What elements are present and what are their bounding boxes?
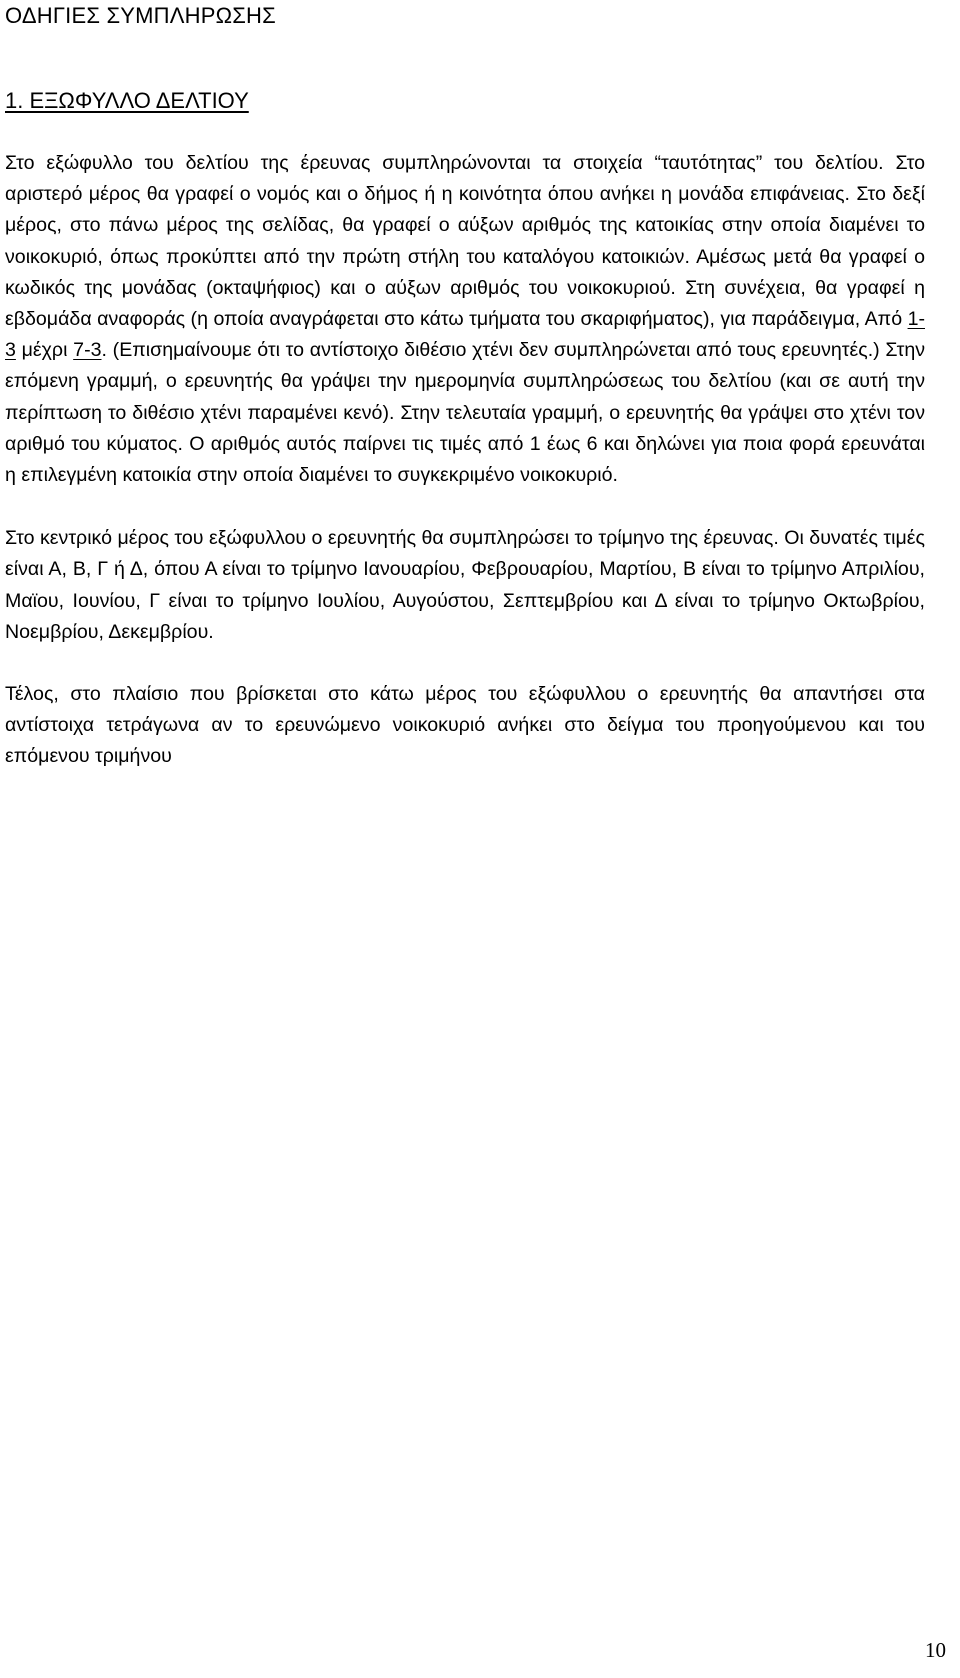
page-number: 10 — [925, 1638, 946, 1662]
section-heading: 1. ΕΞΩΦΥΛΛΟ ΔΕΛΤΙΟΥ — [5, 88, 249, 113]
example-connector: μέχρι — [15, 339, 74, 362]
example-to: 7-3 — [73, 339, 102, 362]
paragraph-quarter: Στο κεντρικό μέρος του εξώφυλλου ο ερευνητής θα συμπληρώσει το τρίμηνο της έρευνας. Οι δυνατές τιμές είναι Α, Β, Γ ή Δ, όπου Α είναι το τρίμηνο Ιανουαρίου, Φεβρουαρίου, Μαρτίου, Β είναι το τρίμηνο Απριλίου, Μαϊου, Ιουνίου, Γ είναι το τρίμηνο Ιουλίου, Αυγούστου, Σεπτεμβρίου και Δ είναι το τρίμηνο Οκτωβρίου, Νοεμβρίου, Δεκεμβρίου. — [5, 527, 925, 643]
paragraph-sample-box: Τέλος, στο πλαίσιο που βρίσκεται στο κάτω μέρος του εξώφυλλου ο ερευνητής θα απαντήσει στα αντίστοιχα τετράγωνα αν το ερευνώμενο νοικοκυριό ανήκει στο δείγμα του προηγούμενου και του επόμενου τριμήνου — [5, 683, 925, 768]
example-from: 1-3 — [5, 308, 925, 362]
paragraph-cover-identity — [5, 148, 925, 491]
paragraph-cover-identity-rest: . (Επισημαίνουμε ότι το αντίστοιχο διθέσιο χτένι δεν συμπληρώνεται από τους ερευνητές.) Στην επόμενη γραμμή, ο ερευνητής θα γράψει την ημερομηνία συμπληρώσεως του δελτίου (και σε αυτή την περίπτωση το διθέσιο χτένι παραμένει κενό). Στην τελευταία γραμμή, ο ερευνητής θα γράψει στο χτένι τον αριθμό του κύματος. Ο αριθμός αυτός παίρνει τις τιμές από 1 έως 6 και δηλώνει για ποια φορά ερευνάται η επιλεγμένη κατοικία στην οποία διαμένει το συγκεκριμένο νοικοκυριό. — [5, 339, 926, 487]
document-title: ΟΔΗΓΙΕΣ ΣΥΜΠΛΗΡΩΣΗΣ — [5, 3, 276, 28]
document-page — [5, 0, 925, 773]
paragraph-cover-identity-text: Στο εξώφυλλο του δελτίου της έρευνας συμπληρώνονται τα στοιχεία “ταυτότητας” του δελτίου. Στο αριστερό μέρος θα γραφεί ο νομός και ο δήμος ή η κοινότητα όπου ανήκει η μονάδα επιφάνειας. Στο δεξί μέρος, στο πάνω μέρος της σελίδας, θα γραφεί ο αύξων αριθμός της κατοικίας στην οποία διαμένει το νοικοκυριό, όπως προκύπτει από την πρώτη στήλη του καταλόγου κατοικιών. Αμέσως μετά θα γραφεί ο κωδικός της μονάδας (οκταψήφιος) και ο αύξων αριθμός του νοικοκυριού. Στη συνέχεια, θα γραφεί η εβδομάδα αναφοράς (η οποία αναγράφεται στο κάτω τμήματα του σκαριφήματος), για παράδειγμα, Από — [5, 152, 925, 331]
